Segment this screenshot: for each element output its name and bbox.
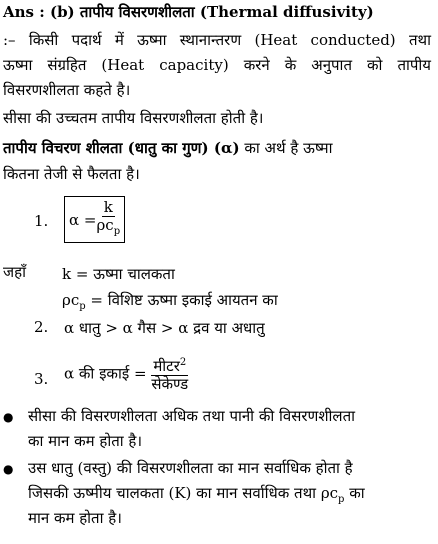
where-rho-definition <box>62 290 278 312</box>
where-k-definition: k = ऊष्मा चालकता <box>62 265 175 283</box>
bullet-1-marker: ● <box>3 410 14 424</box>
definition-line-1: :– किसी पदार्थ में ऊष्मा स्थानान्तरण (Heat conducted) तथा <box>3 31 431 49</box>
bullet-2-line-2-sub: p <box>338 494 345 505</box>
diffusivity-meaning: का अर्थ है ऊष्मा <box>239 139 333 157</box>
definition-line-3: विसरणशीलता कहते है। <box>3 81 131 99</box>
formula-lhs: α = <box>69 210 97 229</box>
item-3-formula <box>64 354 188 393</box>
lead-statement: सीसा की उच्चतम तापीय विसरणशीलता होती है। <box>3 109 264 127</box>
item-1-number: 1. <box>34 212 49 230</box>
unit-numerator-sup: 2 <box>179 357 187 368</box>
formula-fraction <box>96 199 120 240</box>
item-2-text: α धातु > α गैस > α द्रव या अधातु <box>64 319 265 337</box>
diffusivity-paragraph-line-2: कितना तेजी से फैलता है। <box>3 165 140 183</box>
bullet-1-line-1: सीसा की विसरणशीलता अधिक तथा पानी की विसरणशीलता <box>28 407 356 425</box>
bullet-2-line-3: मान कम होता है। <box>28 509 122 527</box>
item-1-formula <box>64 196 125 243</box>
formula-denominator <box>96 217 120 240</box>
where-rho-text: = विशिष्ट ऊष्मा इकाई आयतन का <box>85 291 278 309</box>
item-2-number: 2. <box>34 318 49 336</box>
item-3-number: 3. <box>34 370 49 388</box>
bullet-2-line-2-text: जिसकी ऊष्मीय चालकता (K) का मान सर्वाधिक तथा ρc <box>28 484 339 502</box>
bullet-2-marker: ● <box>3 462 14 476</box>
formula-numerator: k <box>103 198 113 216</box>
unit-denominator: सेकेण्ड <box>151 375 189 393</box>
bullet-1-line-2: का मान कम होता है। <box>28 432 143 450</box>
where-rho-symbol: ρc <box>62 291 80 309</box>
unit-numerator <box>151 354 188 376</box>
formula-box <box>64 196 125 243</box>
formula-denominator-base: ρc <box>96 216 114 234</box>
bullet-2-line-1: उस धातु (वस्तु) की विसरणशीलता का मान सर्वाधिक होता है <box>28 459 353 477</box>
answer-heading: Ans : (b) तापीय विसरणशीलता (Thermal diffusivity) <box>3 3 374 21</box>
diffusivity-paragraph-line-1 <box>3 138 332 158</box>
unit-numerator-text: मीटर <box>153 357 180 375</box>
unit-fraction <box>151 354 188 393</box>
formula-denominator-sub: p <box>113 226 121 237</box>
diffusivity-term: तापीय विचरण शीलता (धातु का गुण) (α) <box>3 139 240 157</box>
unit-label: α की इकाई = <box>64 364 147 383</box>
bullet-2-line-2 <box>28 483 365 505</box>
definition-line-2: ऊष्मा संग्रहित (Heat capacity) करने के अनुपात को तापीय <box>3 56 431 74</box>
where-rho-sub: p <box>79 301 86 312</box>
where-label: जहाँ <box>3 263 26 281</box>
bullet-2-line-2-end: का <box>344 484 365 502</box>
